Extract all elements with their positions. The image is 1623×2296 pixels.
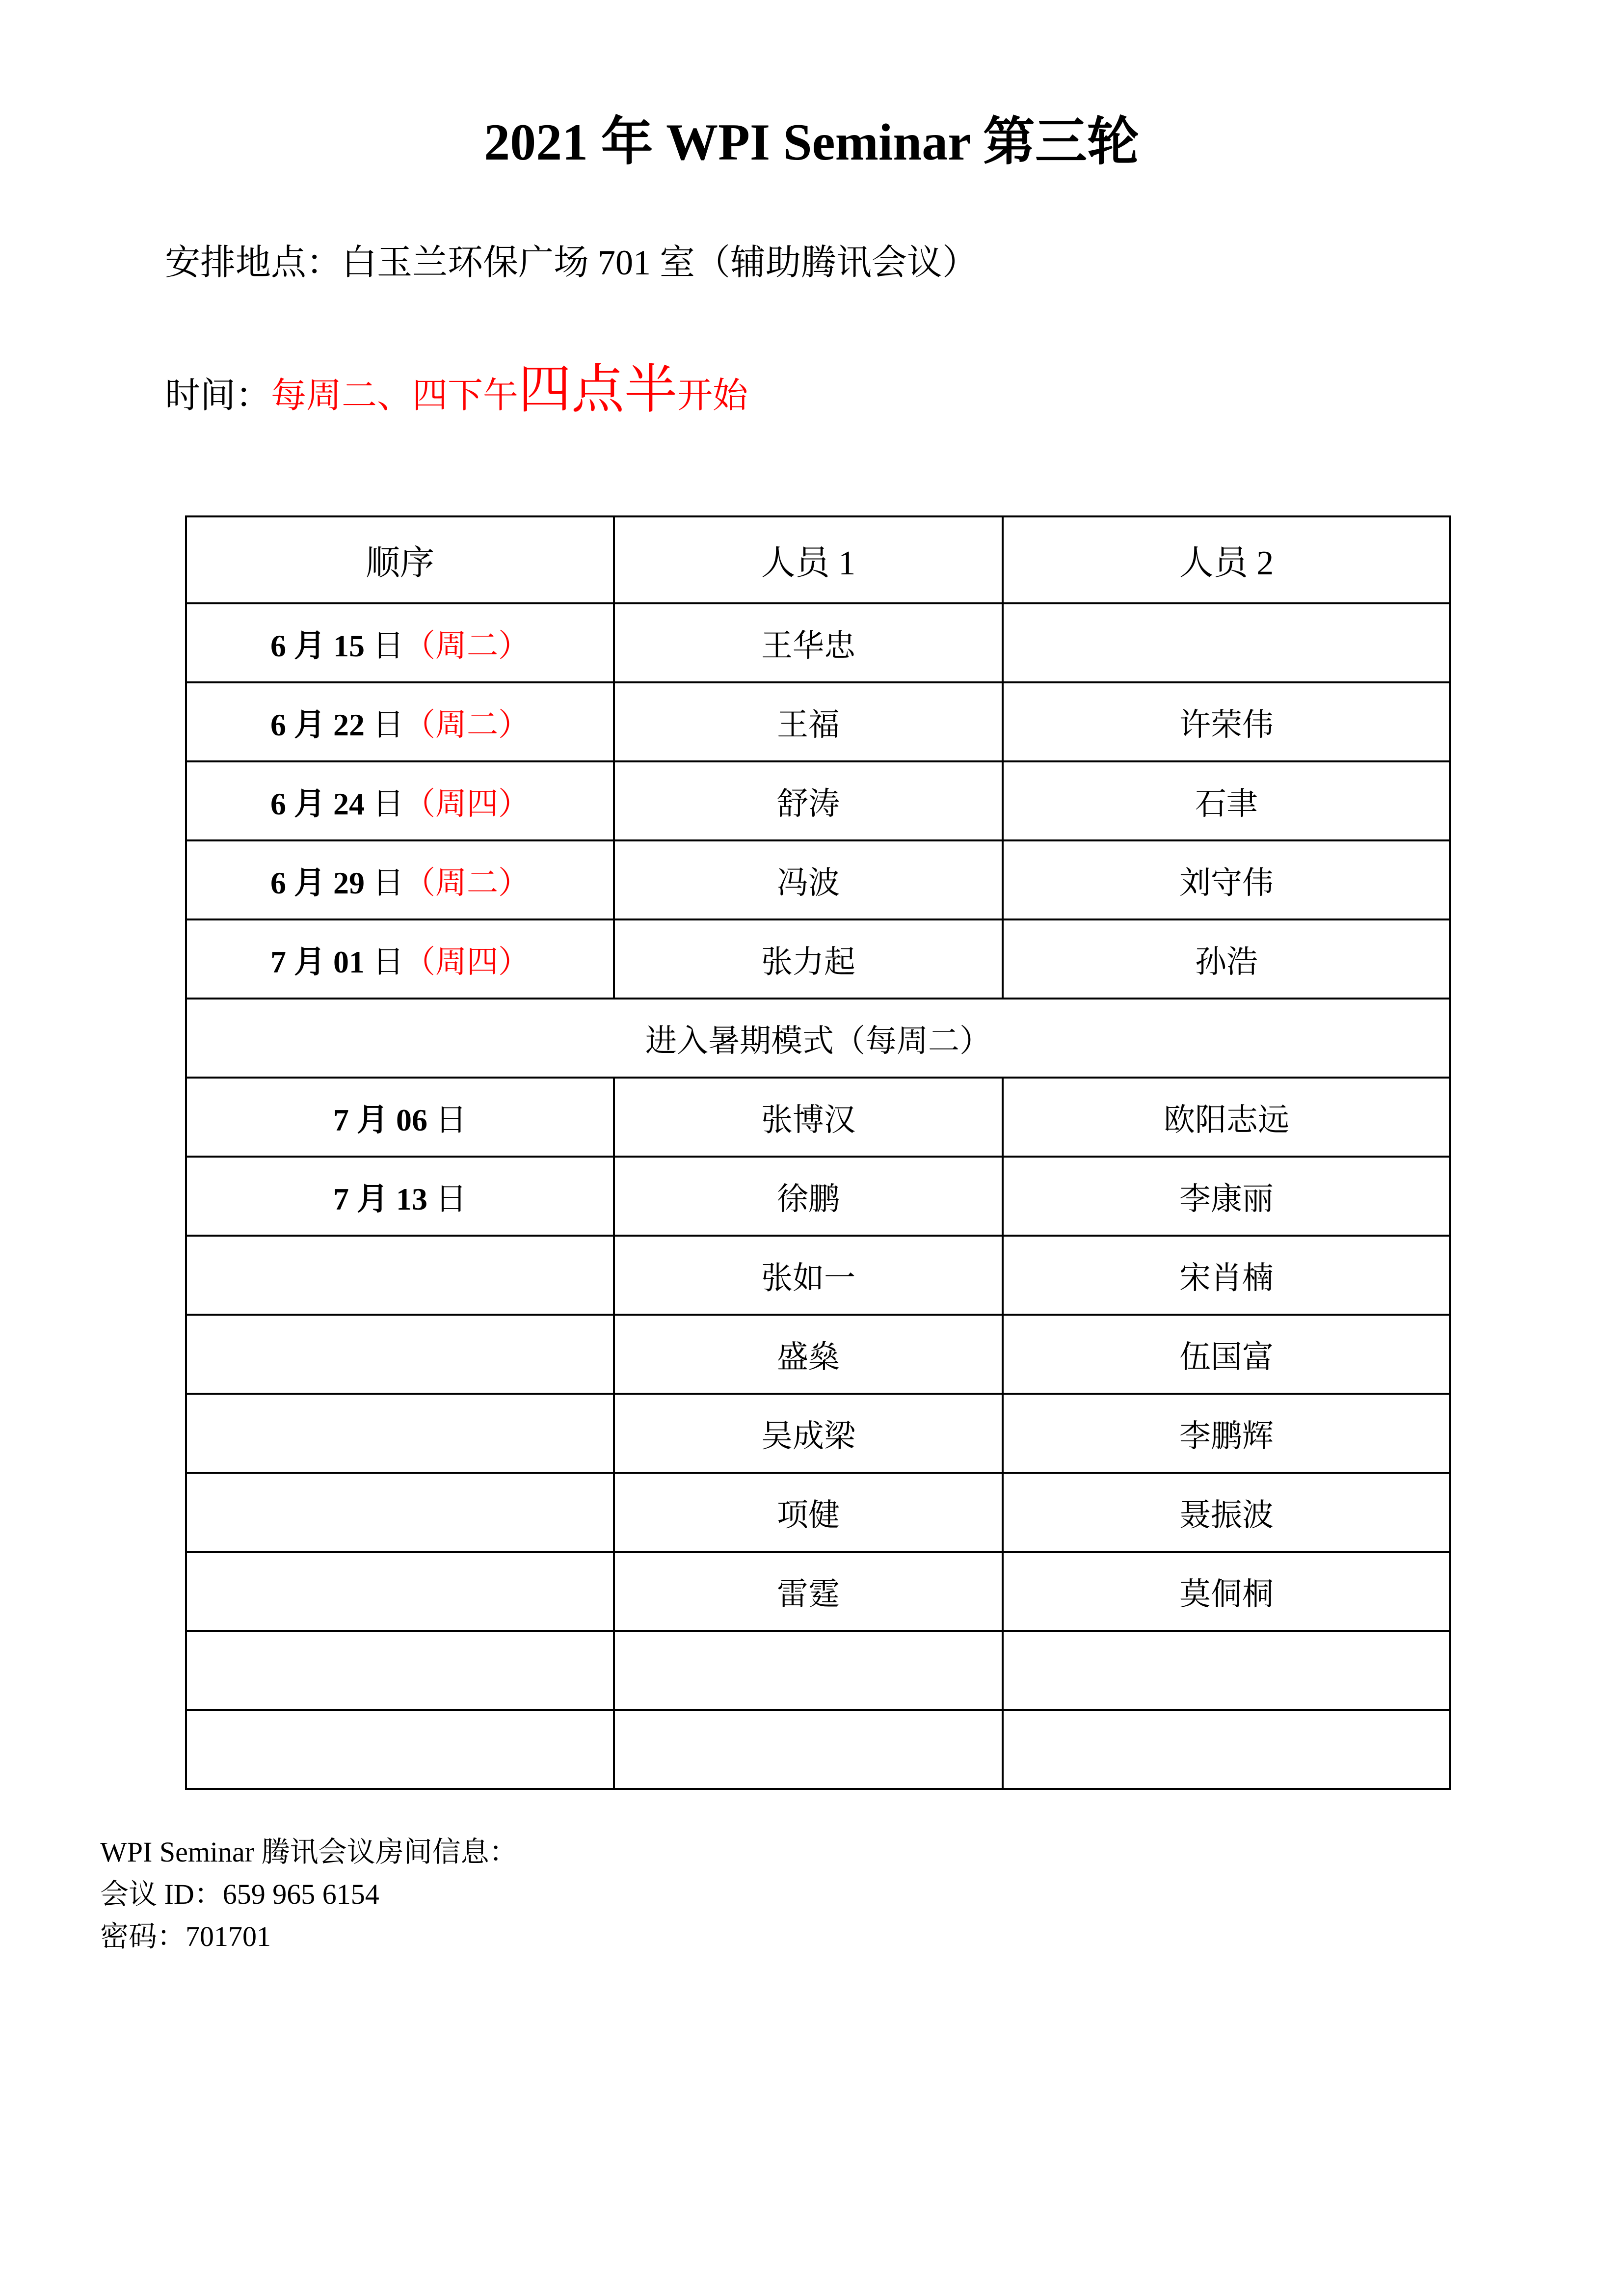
date-cell <box>186 1631 614 1710</box>
date-month: 7 月 <box>333 1102 396 1137</box>
person2-cell: 许荣伟 <box>1003 682 1450 761</box>
document-title: 2021 年 WPI Seminar 第三轮 <box>484 113 1139 171</box>
date-day: 24 <box>333 786 365 821</box>
table-row <box>186 1394 1450 1473</box>
date-cell <box>186 682 614 761</box>
person2-cell: 欧阳志远 <box>1003 1078 1450 1157</box>
date-month: 7 月 <box>270 944 333 979</box>
date-cell <box>186 761 614 840</box>
person1-cell: 项健 <box>614 1473 1003 1552</box>
person1-cell: 吴成梁 <box>614 1394 1003 1473</box>
person2-cell <box>1003 1631 1450 1710</box>
person2-cell <box>1003 1710 1450 1789</box>
table-row <box>186 1236 1450 1315</box>
header-order: 顺序 <box>186 516 614 603</box>
weekday: （周二） <box>404 628 530 663</box>
date-month: 6 月 <box>270 707 333 742</box>
date-cell <box>186 1078 614 1157</box>
table-row-empty <box>186 1710 1450 1789</box>
time-label: 时间： <box>165 376 271 415</box>
date-suffix: 日 <box>365 865 404 900</box>
person1-cell: 王福 <box>614 682 1003 761</box>
table-row <box>186 1157 1450 1236</box>
person1-cell: 舒涛 <box>614 761 1003 840</box>
date-day: 29 <box>333 865 365 900</box>
person1-cell: 盛燊 <box>614 1315 1003 1394</box>
date-month: 7 月 <box>333 1181 396 1216</box>
person2-cell: 李鹏辉 <box>1003 1394 1450 1473</box>
date-month: 6 月 <box>270 865 333 900</box>
person2-cell: 石聿 <box>1003 761 1450 840</box>
person2-cell <box>1003 603 1450 682</box>
person1-cell: 张博汉 <box>614 1078 1003 1157</box>
date-suffix: 日 <box>365 707 404 742</box>
time-days: 每周二、四下午 <box>271 376 519 415</box>
person1-cell: 冯波 <box>614 840 1003 919</box>
person1-cell <box>614 1631 1003 1710</box>
table-header-row <box>186 516 1450 603</box>
date-month: 6 月 <box>270 628 333 663</box>
table-row <box>186 761 1450 840</box>
date-cell <box>186 840 614 919</box>
date-suffix: 日 <box>427 1181 467 1216</box>
weekday: （周二） <box>404 707 530 742</box>
time-hour: 四点半 <box>518 361 678 419</box>
summer-mode-row <box>186 999 1450 1078</box>
person2-cell: 聂振波 <box>1003 1473 1450 1552</box>
table-row <box>186 682 1450 761</box>
table-row <box>186 919 1450 999</box>
table-row <box>186 1552 1450 1631</box>
date-cell <box>186 1236 614 1315</box>
person2-cell: 宋肖楠 <box>1003 1236 1450 1315</box>
date-cell <box>186 1552 614 1631</box>
date-cell <box>186 1473 614 1552</box>
summer-mode-note: 进入暑期模式（每周二） <box>186 999 1450 1078</box>
meeting-password: 密码：701701 <box>100 1920 271 1952</box>
person2-cell: 莫侗桐 <box>1003 1552 1450 1631</box>
date-cell <box>186 603 614 682</box>
meeting-id: 会议 ID：659 965 6154 <box>100 1878 379 1910</box>
table-row <box>186 1473 1450 1552</box>
date-suffix: 日 <box>365 786 404 821</box>
meeting-info-heading: WPI Seminar 腾讯会议房间信息： <box>100 1836 518 1868</box>
date-suffix: 日 <box>365 944 404 979</box>
date-day: 13 <box>396 1181 427 1216</box>
date-cell <box>186 1710 614 1789</box>
person1-cell: 张力起 <box>614 919 1003 999</box>
person1-cell: 张如一 <box>614 1236 1003 1315</box>
person2-cell: 伍国富 <box>1003 1315 1450 1394</box>
date-cell <box>186 1315 614 1394</box>
meeting-info <box>100 1831 518 1958</box>
person2-cell: 孙浩 <box>1003 919 1450 999</box>
person1-cell: 王华忠 <box>614 603 1003 682</box>
date-cell <box>186 1157 614 1236</box>
table-row <box>186 603 1450 682</box>
header-person2: 人员 2 <box>1003 516 1450 603</box>
date-cell <box>186 919 614 999</box>
schedule-table <box>185 515 1451 1790</box>
time-line <box>165 358 748 428</box>
person1-cell: 徐鹏 <box>614 1157 1003 1236</box>
table-row <box>186 840 1450 919</box>
person2-cell: 李康丽 <box>1003 1157 1450 1236</box>
weekday: （周二） <box>404 865 530 900</box>
weekday: （周四） <box>404 786 530 821</box>
table-row-empty <box>186 1631 1450 1710</box>
table-row <box>186 1078 1450 1157</box>
date-day: 15 <box>333 628 365 663</box>
date-day: 01 <box>333 944 365 979</box>
date-day: 22 <box>333 707 365 742</box>
time-suffix: 开始 <box>677 376 748 415</box>
location-line: 安排地点：白玉兰环保广场 701 室（辅助腾讯会议） <box>165 243 978 282</box>
date-day: 06 <box>396 1102 427 1137</box>
date-suffix: 日 <box>427 1102 467 1137</box>
date-cell <box>186 1394 614 1473</box>
person1-cell: 雷霆 <box>614 1552 1003 1631</box>
weekday: （周四） <box>404 944 530 979</box>
person1-cell <box>614 1710 1003 1789</box>
person2-cell: 刘守伟 <box>1003 840 1450 919</box>
date-month: 6 月 <box>270 786 333 821</box>
table-row <box>186 1315 1450 1394</box>
header-person1: 人员 1 <box>614 516 1003 603</box>
date-suffix: 日 <box>365 628 404 663</box>
